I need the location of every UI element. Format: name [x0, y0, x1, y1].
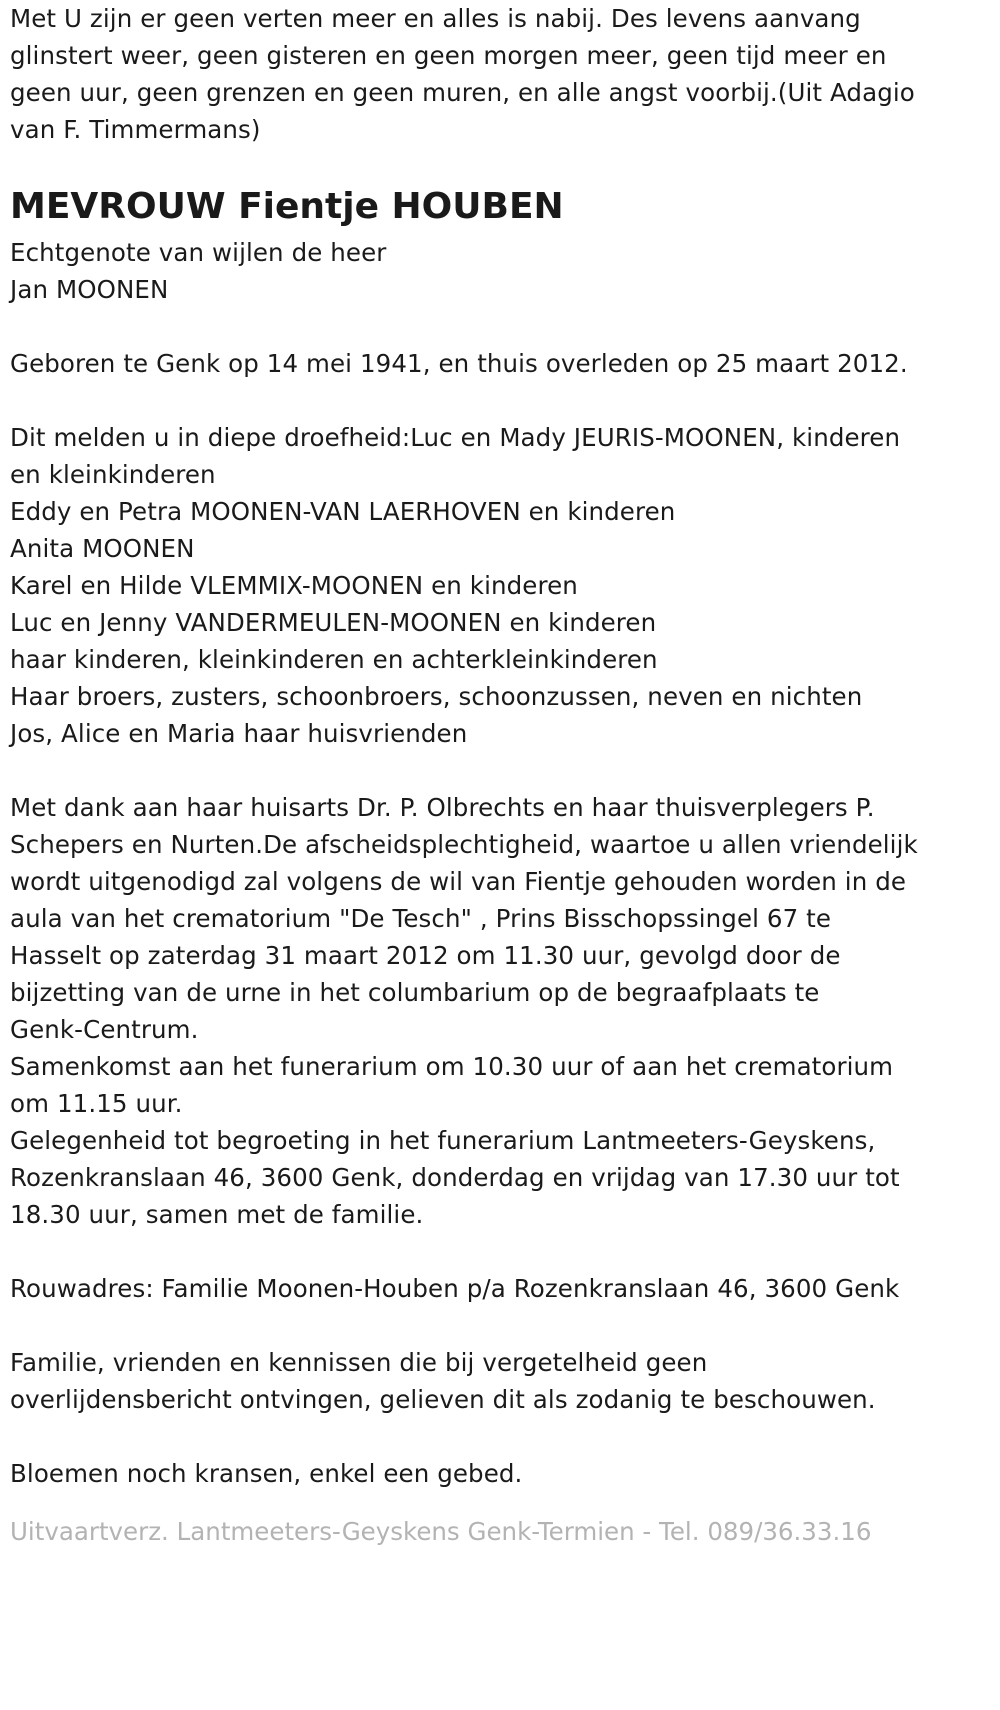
family-section: [10, 419, 995, 752]
quote-line: geen uur, geen grenzen en geen muren, en alle angst voorbij.(Uit Adagio: [10, 78, 915, 107]
family-line: haar kinderen, kleinkinderen en achterkleinkinderen: [10, 645, 658, 674]
ceremony-line: 18.30 uur, samen met de familie.: [10, 1200, 424, 1229]
ceremony-line: wordt uitgenodigd zal volgens de wil van Fientje gehouden worden in de: [10, 867, 907, 896]
spacer: [10, 382, 995, 419]
family-line: Anita MOONEN: [10, 534, 195, 563]
obituary-document: [10, 0, 995, 1550]
funeral-home-footer: Uitvaartverz. Lantmeeters-Geyskens Genk-Termien - Tel. 089/36.33.16: [10, 1517, 872, 1546]
family-line: en kleinkinderen: [10, 460, 216, 489]
notice-line: Familie, vrienden en kennissen die bij vergetelheid geen: [10, 1348, 708, 1377]
family-line: Eddy en Petra MOONEN-VAN LAERHOVEN en kinderen: [10, 497, 676, 526]
ceremony-line: aula van het crematorium "De Tesch" , Prins Bisschopssingel 67 te: [10, 904, 832, 933]
quote-section: [10, 0, 995, 148]
family-line: Luc en Jenny VANDERMEULEN-MOONEN en kinderen: [10, 608, 657, 637]
ceremony-line: Met dank aan haar huisarts Dr. P. Olbrechts en haar thuisverplegers P.: [10, 793, 875, 822]
quote-line: van F. Timmermans): [10, 115, 261, 144]
ceremony-line: Genk-Centrum.: [10, 1015, 199, 1044]
flowers-note: Bloemen noch kransen, enkel een gebed.: [10, 1459, 523, 1488]
ceremony-line: Hasselt op zaterdag 31 maart 2012 om 11.30 uur, gevolgd door de: [10, 941, 841, 970]
spacer: [10, 308, 995, 345]
notice-line: overlijdensbericht ontvingen, gelieven dit als zodanig te beschouwen.: [10, 1385, 876, 1414]
spacer: [10, 1307, 995, 1344]
ceremony-line: Gelegenheid tot begroeting in het funerarium Lantmeeters-Geyskens,: [10, 1126, 876, 1155]
family-line: Jos, Alice en Maria haar huisvrienden: [10, 719, 468, 748]
spacer: [10, 1418, 995, 1455]
ceremony-line: Samenkomst aan het funerarium om 10.30 uur of aan het crematorium: [10, 1052, 894, 1081]
deceased-name: MEVROUW Fientje HOUBEN: [10, 186, 564, 227]
spouse-section: [10, 234, 995, 308]
spouse-name: Jan MOONEN: [10, 275, 169, 304]
family-line: Karel en Hilde VLEMMIX-MOONEN en kinderen: [10, 571, 578, 600]
spacer: [10, 752, 995, 789]
quote-line: Met U zijn er geen verten meer en alles is nabij. Des levens aanvang: [10, 4, 861, 33]
ceremony-line: bijzetting van de urne in het columbarium op de begraafplaats te: [10, 978, 820, 1007]
ceremony-section: [10, 789, 995, 1233]
ceremony-line: Schepers en Nurten.De afscheidsplechtigheid, waartoe u allen vriendelijk: [10, 830, 918, 859]
ceremony-line: Rozenkranslaan 46, 3600 Genk, donderdag en vrijdag van 17.30 uur tot: [10, 1163, 900, 1192]
family-line: Haar broers, zusters, schoonbroers, schoonzussen, neven en nichten: [10, 682, 863, 711]
family-line: Dit melden u in diepe droefheid:Luc en Mady JEURIS-MOONEN, kinderen: [10, 423, 901, 452]
spacer: [10, 1233, 995, 1270]
notice-section: [10, 1344, 995, 1418]
ceremony-line: om 11.15 uur.: [10, 1089, 183, 1118]
mourning-address: Rouwadres: Familie Moonen-Houben p/a Rozenkranslaan 46, 3600 Genk: [10, 1274, 900, 1303]
spouse-line: Echtgenote van wijlen de heer: [10, 238, 387, 267]
quote-line: glinstert weer, geen gisteren en geen morgen meer, geen tijd meer en: [10, 41, 887, 70]
birth-death-line: Geboren te Genk op 14 mei 1941, en thuis overleden op 25 maart 2012.: [10, 349, 908, 378]
